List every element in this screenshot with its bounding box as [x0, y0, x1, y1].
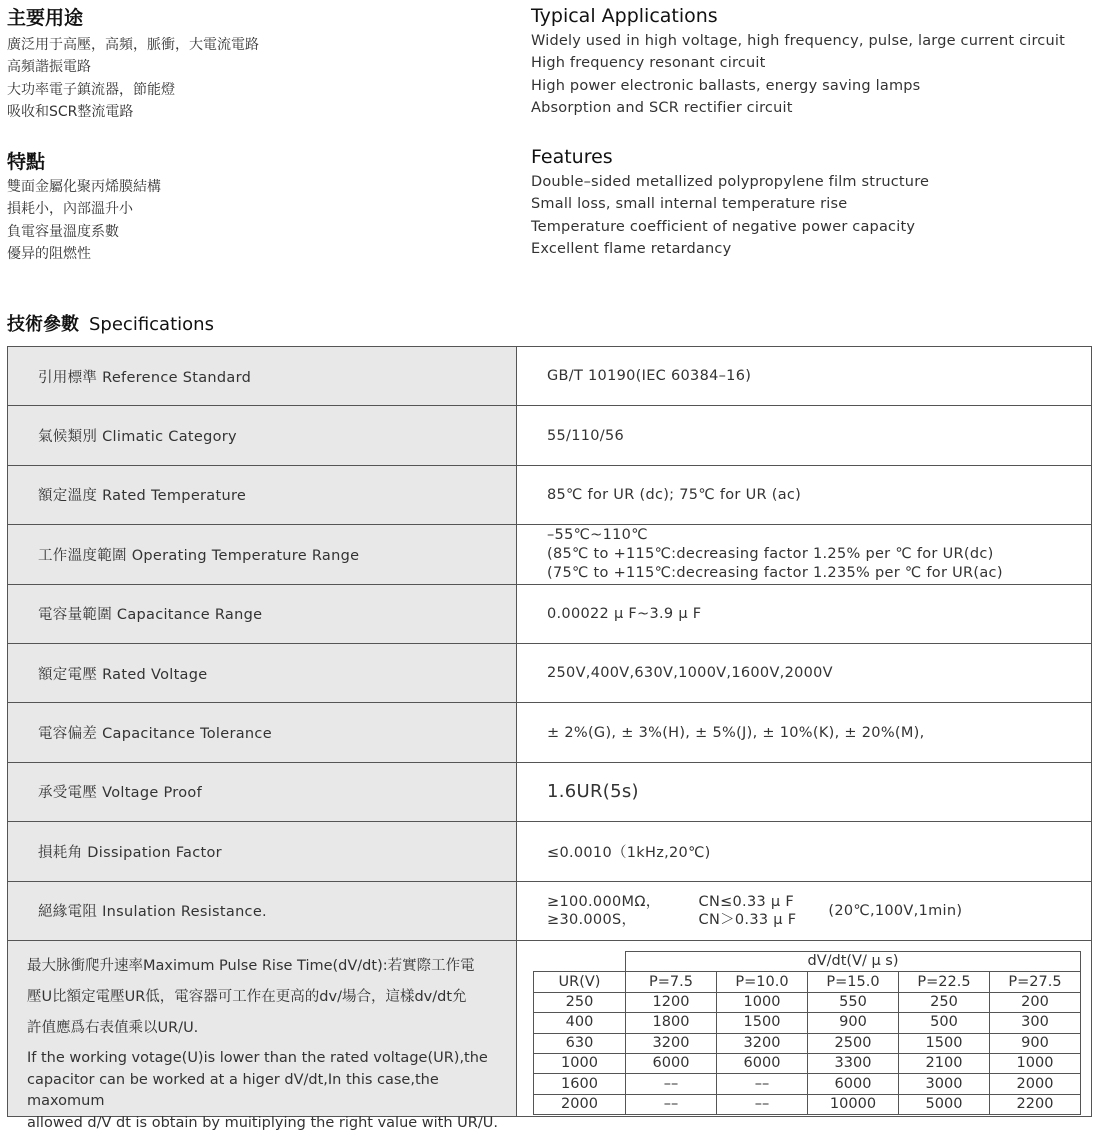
- specifications-title: [7, 310, 214, 336]
- spec-value-line: –55℃~110℃: [547, 526, 648, 545]
- spec-row-rated-voltage: [8, 644, 1091, 703]
- table-cell: ––: [717, 1094, 808, 1114]
- table-cell: 1000: [990, 1053, 1081, 1073]
- table-cell: 10000: [808, 1094, 899, 1114]
- applications-en: [531, 4, 1065, 119]
- insulation-resistance-values: [547, 893, 962, 929]
- table-cell: 3000: [899, 1074, 990, 1094]
- spec-row-capacitance-range: [8, 585, 1091, 644]
- dvdt-column-header: P=22.5: [899, 972, 990, 992]
- table-cell: 1200: [626, 992, 717, 1012]
- feature-item-zh: 優异的阻燃性: [7, 243, 161, 265]
- table-cell: 900: [808, 1013, 899, 1033]
- feature-item-en: Double–sided metallized polypropylene film structure: [531, 171, 929, 193]
- pulse-text-en-line: capacitor can be worked at a higer dV/dt,In this case,the maxomum: [27, 1070, 504, 1113]
- insulation-resistance-line: ≥100.000MΩ，: [547, 893, 661, 911]
- spec-value: 250V,400V,630V,1000V,1600V,2000V: [517, 644, 1091, 702]
- spec-value: 85℃ for UR (dc); 75℃ for UR (ac): [517, 466, 1091, 524]
- spec-label: 承受電壓 Voltage Proof: [8, 763, 517, 821]
- insulation-resistance-center: [699, 893, 797, 929]
- spec-row-dissipation-factor: [8, 822, 1091, 881]
- table-cell: 5000: [899, 1094, 990, 1114]
- table-cell: 300: [990, 1013, 1081, 1033]
- dvdt-table-wrapper: [533, 951, 1081, 1115]
- dvdt-group-header: dV/dt(V/ μ s): [626, 952, 1081, 972]
- features-title-en: Features: [531, 145, 929, 169]
- application-item-zh: 高頻諧振電路: [7, 56, 259, 78]
- table-cell: 3200: [626, 1033, 717, 1053]
- pulse-text-zh: 許值應爲右表值乘以UR/U.: [27, 1013, 504, 1044]
- spec-value: 1.6UR(5s): [517, 763, 1091, 821]
- feature-item-zh: 雙面金屬化聚丙烯膜結構: [7, 176, 161, 198]
- table-cell: 1000: [534, 1053, 626, 1073]
- table-cell: 250: [534, 992, 626, 1012]
- table-cell: 3300: [808, 1053, 899, 1073]
- dvdt-table: [533, 951, 1081, 1115]
- pulse-rise-time-description: [8, 941, 517, 1116]
- spec-label: 電容偏差 Capacitance Tolerance: [8, 703, 517, 761]
- dvdt-column-header: P=7.5: [626, 972, 717, 992]
- application-item-en: High frequency resonant circuit: [531, 52, 1065, 74]
- spec-value: ≤0.0010（1kHz,20℃): [517, 822, 1091, 880]
- spec-value: ± 2%(G), ± 3%(H), ± 5%(J), ± 10%(K), ± 20%(M),: [517, 703, 1091, 761]
- spec-label: 工作溫度範圍 Operating Temperature Range: [8, 525, 517, 583]
- specifications-table: [7, 346, 1092, 1117]
- table-row: [534, 1053, 1081, 1073]
- spec-label: 額定電壓 Rated Voltage: [8, 644, 517, 702]
- dvdt-column-header: P=27.5: [990, 972, 1081, 992]
- table-cell: 200: [990, 992, 1081, 1012]
- table-row: [534, 1033, 1081, 1053]
- spec-value: [517, 882, 1091, 940]
- table-cell: 2000: [990, 1074, 1081, 1094]
- feature-item-en: Small loss, small internal temperature rise: [531, 193, 929, 215]
- dvdt-column-header: P=15.0: [808, 972, 899, 992]
- spec-row-reference-standard: [8, 347, 1091, 406]
- table-cell: ––: [626, 1074, 717, 1094]
- application-item-en: Absorption and SCR rectifier circuit: [531, 97, 1065, 119]
- spec-label: 損耗角 Dissipation Factor: [8, 822, 517, 880]
- spec-row-voltage-proof: [8, 763, 1091, 822]
- insulation-resistance-left: [547, 893, 661, 929]
- table-cell: 900: [990, 1033, 1081, 1053]
- table-cell: ––: [717, 1074, 808, 1094]
- feature-item-zh: 負電容量溫度系數: [7, 221, 161, 243]
- dvdt-column-header-row: [534, 972, 1081, 992]
- feature-item-en: Temperature coefficient of negative power capacity: [531, 216, 929, 238]
- spec-row-operating-temperature: [8, 525, 1091, 584]
- spec-label: 氣候類別 Climatic Category: [8, 406, 517, 464]
- application-item-zh: 吸收和SCR整流電路: [7, 101, 259, 123]
- insulation-resistance-conditions: (20℃,100V,1min): [828, 903, 962, 919]
- specifications-title-en: Specifications: [89, 314, 214, 335]
- table-cell: ––: [626, 1094, 717, 1114]
- insulation-resistance-line: CN≤0.33 μ F: [699, 893, 797, 911]
- table-cell: 1000: [717, 992, 808, 1012]
- table-cell: 2000: [534, 1094, 626, 1114]
- spec-value: 55/110/56: [517, 406, 1091, 464]
- dvdt-group-header-row: [534, 952, 1081, 972]
- table-cell: 2200: [990, 1094, 1081, 1114]
- table-cell: 1600: [534, 1074, 626, 1094]
- application-item-en: High power electronic ballasts, energy saving lamps: [531, 75, 1065, 97]
- spec-label: 電容量範圍 Capacitance Range: [8, 585, 517, 643]
- table-cell: 630: [534, 1033, 626, 1053]
- table-cell: 2500: [808, 1033, 899, 1053]
- insulation-resistance-line: ≥30.000S，: [547, 911, 661, 929]
- spec-value-line: (85℃ to +115℃:decreasing factor 1.25% per ℃ for UR(dc): [547, 545, 994, 564]
- dvdt-row-header: UR(V): [534, 972, 626, 992]
- application-item-zh: 廣泛用于高壓，高頻，脈衝，大電流電路: [7, 34, 259, 56]
- table-cell: 2100: [899, 1053, 990, 1073]
- table-row: [534, 1074, 1081, 1094]
- table-row: [534, 1094, 1081, 1114]
- spec-value: 0.00022 μ F~3.9 μ F: [517, 585, 1091, 643]
- dvdt-corner-cell: [534, 952, 626, 972]
- table-row: [534, 1013, 1081, 1033]
- spec-label: 引用標準 Reference Standard: [8, 347, 517, 405]
- features-title-zh: 特點: [7, 150, 161, 174]
- table-cell: 400: [534, 1013, 626, 1033]
- table-cell: 1500: [717, 1013, 808, 1033]
- spec-row-capacitance-tolerance: [8, 703, 1091, 762]
- applications-title-en: Typical Applications: [531, 4, 1065, 28]
- spec-label: 絕緣電阻 Insulation Resistance.: [8, 882, 517, 940]
- table-cell: 1500: [899, 1033, 990, 1053]
- table-cell: 550: [808, 992, 899, 1012]
- application-item-en: Widely used in high voltage, high frequency, pulse, large current circuit: [531, 30, 1065, 52]
- insulation-resistance-line: CN＞0.33 μ F: [699, 911, 797, 929]
- pulse-text-en-line: If the working votage(U)is lower than the rated voltage(UR),the: [27, 1048, 504, 1070]
- pulse-text-en-line: allowed d/V dt is obtain by muitiplying the right value with UR/U.: [27, 1113, 504, 1134]
- features-en: [531, 145, 929, 260]
- applications-zh: [7, 6, 259, 123]
- table-cell: 1800: [626, 1013, 717, 1033]
- spec-label: 額定溫度 Rated Temperature: [8, 466, 517, 524]
- spec-value: GB/T 10190(IEC 60384–16): [517, 347, 1091, 405]
- applications-title-zh: 主要用途: [7, 6, 259, 30]
- spec-value-line: (75℃ to +115℃:decreasing factor 1.235% per ℃ for UR(ac): [547, 564, 1003, 583]
- table-cell: 6000: [808, 1074, 899, 1094]
- table-cell: 6000: [717, 1053, 808, 1073]
- pulse-text-zh: 最大脉衝爬升速率Maximum Pulse Rise Time(dV/dt):若實際工作電: [27, 951, 504, 982]
- spec-row-insulation-resistance: [8, 882, 1091, 941]
- feature-item-en: Excellent flame retardancy: [531, 238, 929, 260]
- table-cell: 250: [899, 992, 990, 1012]
- spec-row-climatic-category: [8, 406, 1091, 465]
- features-zh: [7, 150, 161, 265]
- spec-value: [517, 525, 1091, 583]
- specifications-title-zh: 技術參數: [7, 314, 79, 335]
- table-cell: 500: [899, 1013, 990, 1033]
- pulse-text-zh: 壓U比額定電壓UR低，電容器可工作在更高的dv/場合，這樣dv/dt允: [27, 982, 504, 1013]
- dvdt-column-header: P=10.0: [717, 972, 808, 992]
- table-cell: 3200: [717, 1033, 808, 1053]
- table-row: [534, 992, 1081, 1012]
- table-cell: 6000: [626, 1053, 717, 1073]
- feature-item-zh: 損耗小，內部溫升小: [7, 198, 161, 220]
- application-item-zh: 大功率電子鎮流器，節能燈: [7, 79, 259, 101]
- spec-row-rated-temperature: [8, 466, 1091, 525]
- pulse-text-en: [27, 1048, 504, 1134]
